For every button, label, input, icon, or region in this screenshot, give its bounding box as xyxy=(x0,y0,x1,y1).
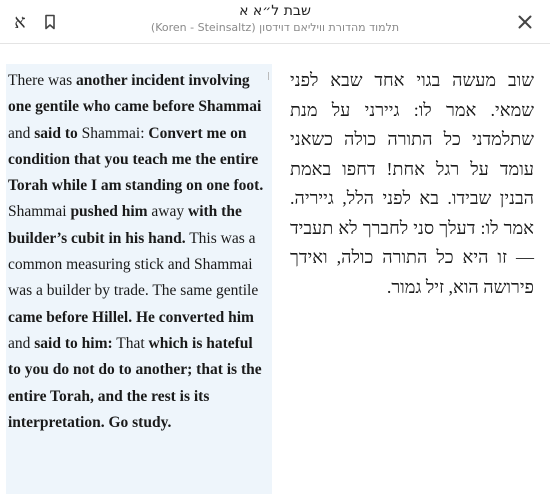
edition-subtitle: תלמוד מהדורת וויליאם דוידסון (Koren - Steinsaltz) xyxy=(150,21,400,34)
english-plain-segment: There was xyxy=(8,72,76,89)
english-plain-segment: and xyxy=(8,334,35,352)
english-plain-segment: Shammai xyxy=(8,203,71,221)
english-bold-segment: Convert me on condition that you teach me the entire Torah while I am standing on one foot. xyxy=(8,124,264,195)
close-button[interactable] xyxy=(514,0,536,44)
reader-header xyxy=(0,0,550,44)
text-content xyxy=(0,62,550,502)
english-bold-segment: said to xyxy=(34,124,78,142)
english-bold-segment: came before Hillel. He converted him xyxy=(8,308,254,326)
english-plain-segment: Shammai: xyxy=(77,124,149,142)
hebrew-text[interactable]: שוב מעשה בגוי אחד שבא לפני שמאי. אמר לו: גיירני על מנת שתלמדני כל התורה כולה כשאני עומד על רגל אחת! דחפו באמת הבנין שבידו. בא לפני הלל, גייריה. אמר לו: דעלך סני לחברך לא תעביד — זו היא כל התורה כולה, ואידך פירושה הוא, זיל גמור. xyxy=(290,70,534,297)
english-plain-segment: and xyxy=(8,124,35,142)
english-plain-segment: away xyxy=(147,203,188,221)
english-plain-segment: This was a common measuring stick and Shammai was a builder by trade. The same gentile xyxy=(8,229,259,300)
language-toggle-button[interactable] xyxy=(8,0,32,44)
bookmark-icon xyxy=(44,14,56,30)
english-bold-segment: another incident involving one gentile who came before Shammai xyxy=(8,72,262,116)
header-title-block xyxy=(110,0,440,35)
column-divider xyxy=(268,72,269,80)
bookmark-button[interactable] xyxy=(40,0,60,44)
english-bold-segment: pushed him xyxy=(70,203,148,221)
english-bold-segment: which is hateful to you do not do to another; that is the entire Torah, and the rest is its interpretation. Go study. xyxy=(8,334,262,431)
page-title: שבת ל״א א xyxy=(239,3,311,19)
close-icon xyxy=(518,15,532,29)
english-translation[interactable] xyxy=(6,64,272,494)
english-plain-segment: That xyxy=(112,334,149,352)
english-bold-segment: said to him: xyxy=(34,334,113,352)
english-bold-segment: with the builder’s cubit in his hand. xyxy=(8,203,242,247)
language-toggle-icon: א xyxy=(14,10,26,33)
